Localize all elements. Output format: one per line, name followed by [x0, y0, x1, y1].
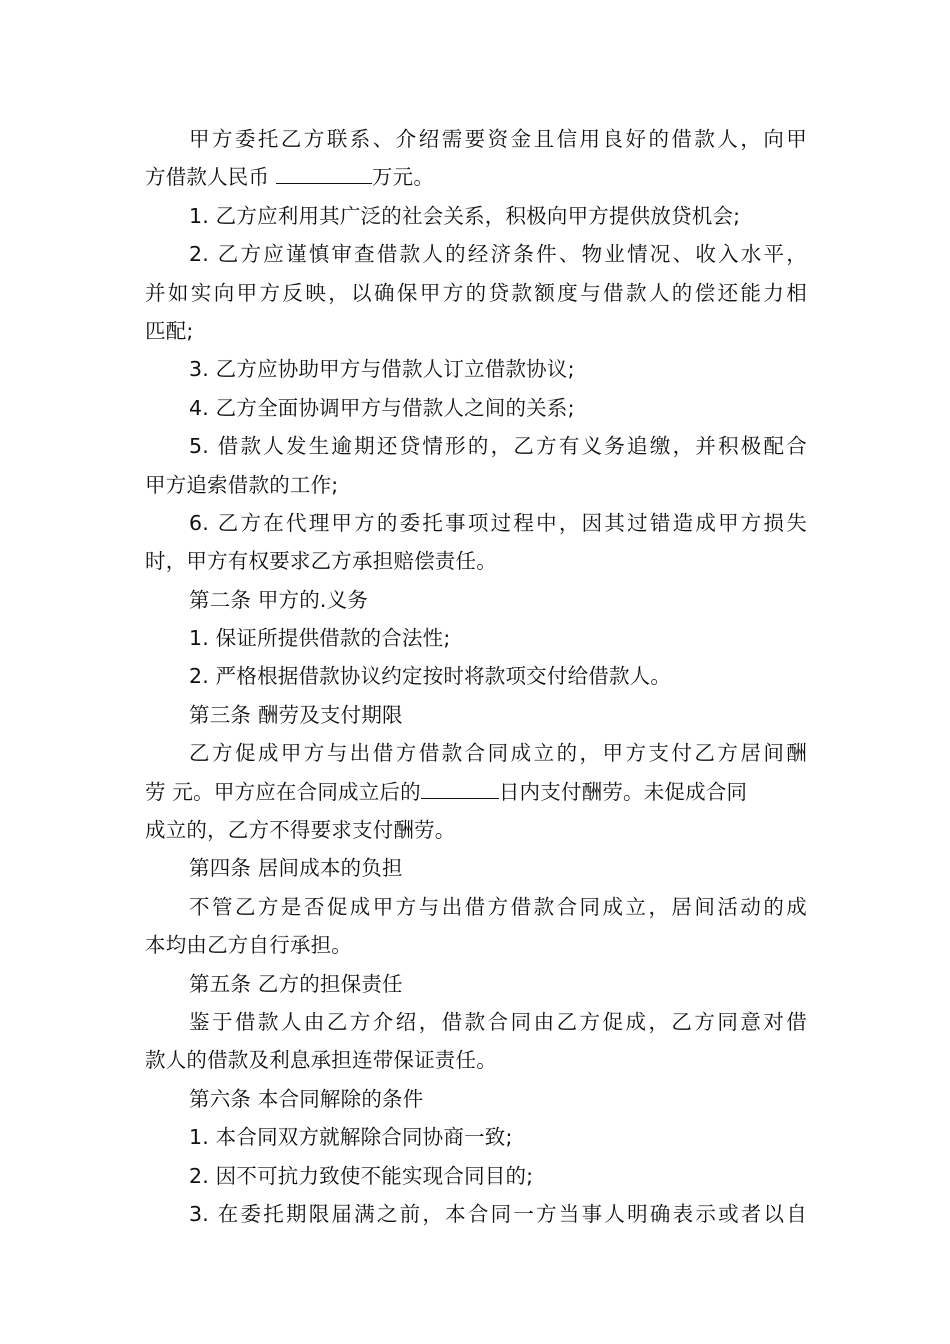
text-span: 日内支付酬劳。未促成合同	[498, 779, 748, 804]
paragraph-line: 甲方追索借款的工作;	[145, 472, 339, 497]
list-item: 1. 乙方应利用其广泛的社会关系，积极向甲方提供放贷机会;	[189, 203, 741, 228]
list-item: 2. 严格根据借款协议约定按时将款项交付给借款人。	[189, 664, 672, 689]
paragraph-line: 匹配;	[145, 318, 194, 343]
list-item: 3. 在委托期限届满之前，本合同一方当事人明确表示或者以自	[189, 1201, 807, 1226]
article-heading: 第二条 甲方的.义务	[189, 587, 369, 612]
amount-blank-line	[276, 164, 372, 184]
document-body	[145, 120, 807, 1233]
article-heading: 第三条 酬劳及支付期限	[189, 702, 403, 727]
list-item: 5. 借款人发生逾期还贷情形的，乙方有义务追缴，并积极配合	[189, 434, 807, 459]
paragraph-line: 不管乙方是否促成甲方与出借方借款合同成立，居间活动的成	[189, 894, 807, 919]
paragraph-line	[145, 773, 807, 811]
paragraph-line: 本均由乙方自行承担。	[145, 933, 352, 958]
paragraph-line: 乙方促成甲方与出借方借款合同成立的，甲方支付乙方居间酬	[189, 741, 807, 766]
text-span: 万元。	[371, 165, 435, 190]
text-span: 方借款人民币	[145, 165, 276, 190]
list-item: 6. 乙方在代理甲方的委托事项过程中，因其过错造成甲方损失	[189, 510, 807, 535]
list-item: 2. 因不可抗力致使不能实现合同目的;	[189, 1163, 534, 1188]
list-item: 3. 乙方应协助甲方与借款人订立借款协议;	[189, 357, 575, 382]
paragraph-line: 款人的借款及利息承担连带保证责任。	[145, 1048, 497, 1073]
article-heading: 第五条 乙方的担保责任	[189, 971, 403, 996]
article-heading: 第六条 本合同解除的条件	[189, 1086, 424, 1111]
paragraph-line: 时，甲方有权要求乙方承担赔偿责任。	[145, 549, 497, 574]
paragraph-line: 甲方委托乙方联系、介绍需要资金且信用良好的借款人，向甲	[189, 127, 807, 151]
list-item: 4. 乙方全面协调甲方与借款人之间的关系;	[189, 395, 575, 420]
list-item: 2. 乙方应谨慎审查借款人的经济条件、物业情况、收入水平，	[189, 242, 807, 267]
list-item: 1. 保证所提供借款的合法性;	[189, 626, 451, 651]
paragraph-line: 成立的，乙方不得要求支付酬劳。	[145, 818, 456, 843]
article-heading: 第四条 居间成本的负担	[189, 856, 403, 881]
list-item: 1. 本合同双方就解除合同协商一致;	[189, 1125, 513, 1150]
paragraph-line: 鉴于借款人由乙方介绍，借款合同由乙方促成，乙方同意对借	[189, 1009, 807, 1034]
paragraph-line: 并如实向甲方反映，以确保甲方的贷款额度与借款人的偿还能力相	[145, 280, 807, 305]
days-blank-line	[421, 778, 499, 798]
text-span: 劳 元。甲方应在合同成立后的	[145, 779, 421, 804]
paragraph-line	[145, 158, 807, 196]
